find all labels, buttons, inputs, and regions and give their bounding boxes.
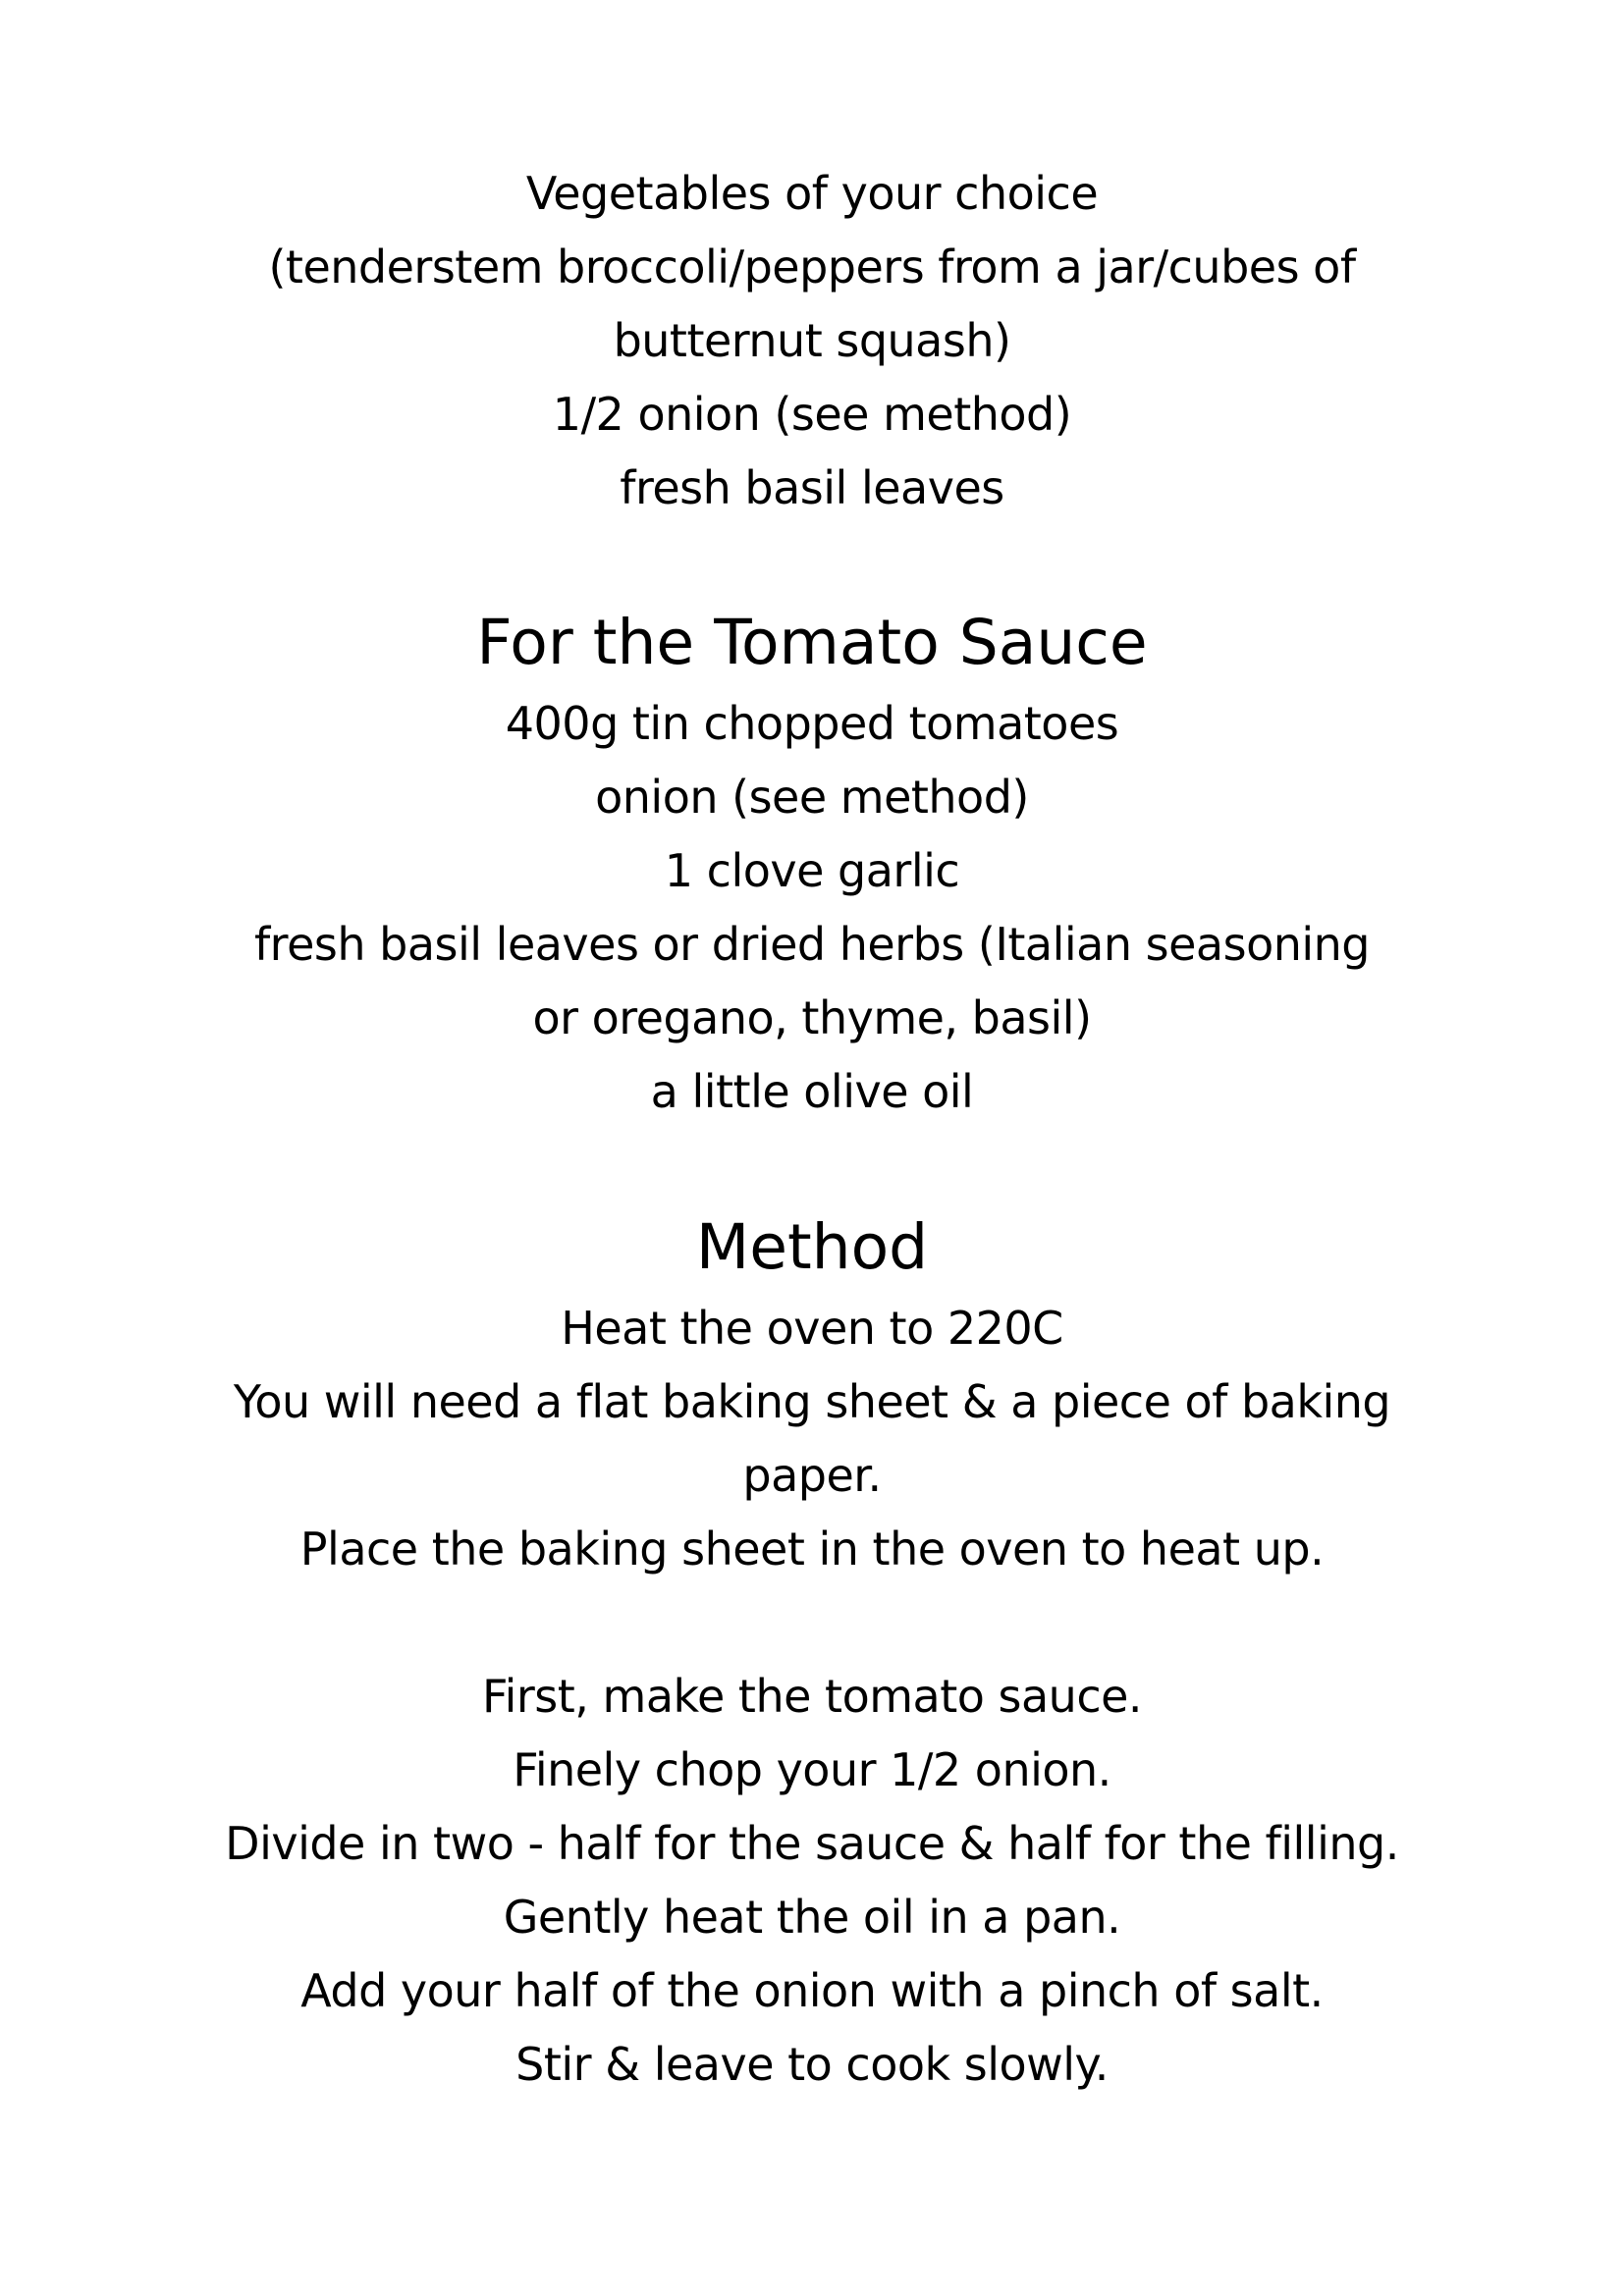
ingredient-line: onion (see method) bbox=[595, 771, 1029, 824]
vegetables-section bbox=[0, 157, 1624, 525]
method-section bbox=[0, 1203, 1624, 2102]
method-line: Place the baking sheet in the oven to heat up. bbox=[299, 1522, 1325, 1575]
ingredient-line: (tenderstem broccoli/peppers from a jar/cubes of bbox=[268, 240, 1356, 294]
tomato-sauce-heading: For the Tomato Sauce bbox=[476, 607, 1148, 678]
ingredient-line: butternut squash) bbox=[613, 314, 1011, 367]
ingredient-line: 1 clove garlic bbox=[664, 844, 960, 897]
ingredient-line: 400g tin chopped tomatoes bbox=[505, 697, 1119, 750]
ingredient-line: or oregano, thyme, basil) bbox=[532, 991, 1092, 1044]
ingredient-line: a little olive oil bbox=[650, 1065, 974, 1118]
ingredient-line: Vegetables of your choice bbox=[525, 167, 1099, 220]
ingredient-line: fresh basil leaves bbox=[620, 461, 1004, 514]
tomato-sauce-section bbox=[0, 599, 1624, 1129]
method-line: Add your half of the onion with a pinch of salt. bbox=[300, 1964, 1324, 2017]
method-line: Finely chop your 1/2 onion. bbox=[513, 1743, 1111, 1796]
method-line: You will need a flat baking sheet & a piece of baking bbox=[233, 1375, 1391, 1428]
ingredient-line: 1/2 onion (see method) bbox=[552, 388, 1072, 441]
paragraph-gap bbox=[0, 1586, 1624, 1660]
method-line: Heat the oven to 220C bbox=[561, 1302, 1063, 1355]
method-line: paper. bbox=[742, 1449, 882, 1502]
method-line: First, make the tomato sauce. bbox=[481, 1670, 1143, 1723]
method-line: Gently heat the oil in a pan. bbox=[503, 1891, 1121, 1944]
method-line: Stir & leave to cook slowly. bbox=[515, 2038, 1109, 2091]
method-line: Divide in two - half for the sauce & half for the filling. bbox=[225, 1817, 1399, 1870]
ingredient-line: fresh basil leaves or dried herbs (Italian seasoning bbox=[253, 918, 1371, 971]
method-heading: Method bbox=[695, 1211, 929, 1283]
